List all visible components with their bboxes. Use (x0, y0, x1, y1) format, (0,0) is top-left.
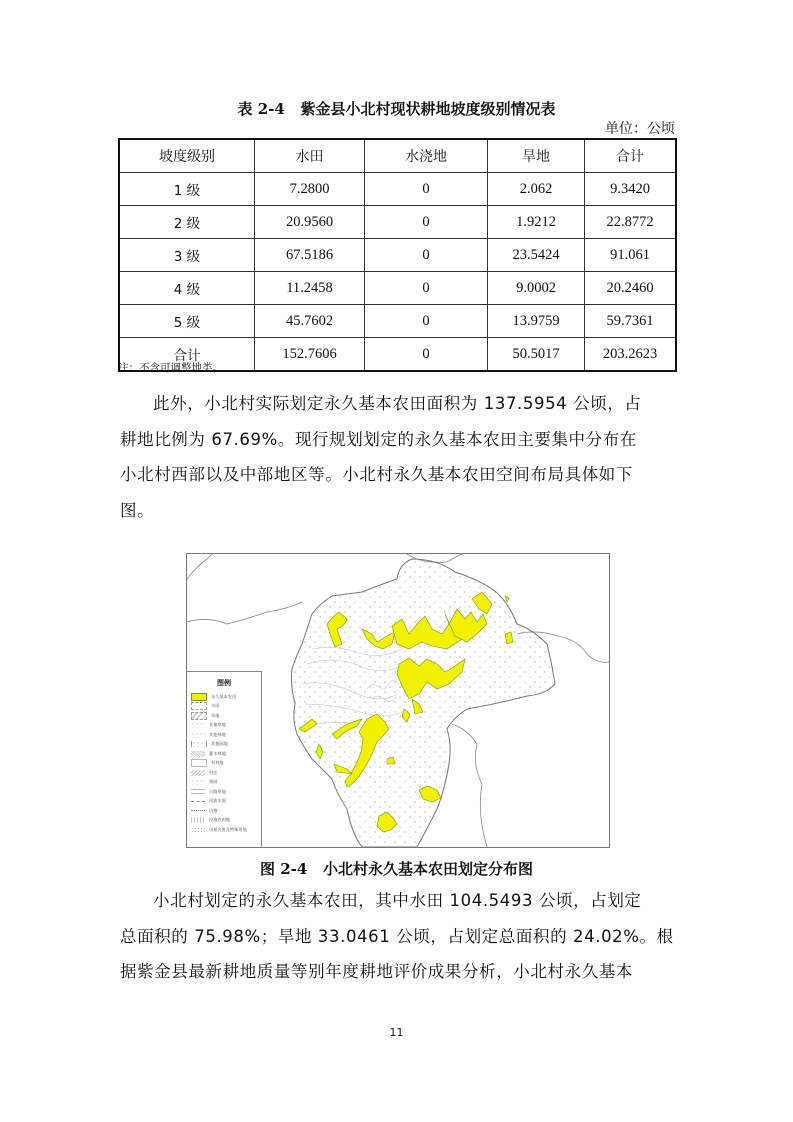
cell-irrigated: 0 (365, 272, 488, 305)
paragraph-line: 耕地比例为 67.69%。现行规划划定的永久基本农田主要集中分布在 (120, 429, 637, 449)
table-header-row (119, 139, 676, 173)
dash-hatch-swatch-icon (191, 702, 207, 710)
neighbor-boundary (187, 554, 212, 579)
legend-label: 设施农用地 (209, 817, 230, 823)
yellow-fill-swatch-icon (191, 693, 207, 701)
cell-paddy: 7.2800 (255, 173, 365, 206)
legend-item (187, 806, 261, 816)
legend-item (187, 797, 261, 807)
cell-dryland: 1.9212 (488, 206, 585, 239)
cell-slope-level: 2 级 (119, 206, 255, 239)
legend-label: 公路用地 (209, 788, 226, 794)
header-dryland: 旱地 (488, 139, 585, 173)
legend-item (187, 740, 261, 750)
cell-paddy: 11.2458 (255, 272, 365, 305)
bracket-dots-swatch-icon (191, 741, 207, 747)
legend-item (187, 702, 261, 712)
cell-irrigated: 0 (365, 338, 488, 372)
legend-label: 河流水面 (209, 798, 226, 804)
cell-irrigated: 0 (365, 305, 488, 338)
figure-caption-number: 图 2-4 (259, 860, 308, 878)
legend-item (187, 730, 261, 740)
vertical-dots-swatch-icon (191, 817, 205, 823)
legend-label: 坑塘 (209, 807, 218, 813)
table-note: 注：不含可调整地类。 (118, 362, 223, 374)
table-row (119, 305, 676, 338)
legend-title: 图例 (217, 679, 231, 687)
legend-item (187, 749, 261, 759)
table-row (119, 206, 676, 239)
table-row (119, 239, 676, 272)
legend-item (187, 825, 261, 835)
grid-dots-swatch-icon (191, 827, 205, 833)
cell-total: 91.061 (585, 239, 677, 272)
neighbor-boundary (187, 602, 302, 624)
table-caption-title: 紫金县小北村现状耕地坡度级别情况表 (300, 100, 556, 118)
cell-slope-level: 3 级 (119, 239, 255, 272)
cell-total: 59.7361 (585, 305, 677, 338)
figure-caption (0, 858, 793, 879)
paragraph-farmland-area (120, 386, 680, 528)
legend-label: 旱地 (211, 712, 220, 718)
paragraph-line: 据紫金县最新耕地质量等别年度耕地评价成果分析，小北村永久基本 (120, 962, 633, 981)
village-boundary (291, 559, 555, 847)
legend-label: 永久基本农田 (211, 693, 237, 699)
cell-slope-level: 4 级 (119, 272, 255, 305)
diagonal-lines-swatch-icon (191, 770, 205, 776)
legend-item (187, 787, 261, 797)
table-row (119, 272, 676, 305)
neighbor-boundary (452, 724, 487, 847)
box-dot-swatch-icon (191, 759, 207, 767)
paragraph-line: 总面积的 75.98%；旱地 33.0461 公顷，占划定总面积的 24.02%。根 (120, 926, 674, 946)
table-row (119, 173, 676, 206)
paragraph-farmland-composition (120, 883, 680, 990)
legend-label: 其他园地 (211, 741, 228, 747)
paragraph-line: 图。 (120, 500, 155, 520)
header-irrigated: 水浇地 (365, 139, 488, 173)
dots-swatch-icon (191, 732, 205, 738)
dots-row-swatch-icon (191, 810, 205, 811)
double-line-swatch-icon (191, 789, 205, 794)
legend-item (187, 768, 261, 778)
legend-item (187, 721, 261, 731)
cell-dryland: 9.0002 (488, 272, 585, 305)
paragraph-line: 小北村划定的永久基本农田，其中水田 104.5493 公顷，占划定 (153, 891, 642, 910)
cell-irrigated: 0 (365, 173, 488, 206)
paragraph-line: 小北村西部以及中部地区等。小北村永久基本农田空间布局具体如下 (120, 465, 633, 484)
farmland-patch (505, 596, 509, 602)
dots-swatch-icon (191, 722, 205, 728)
header-total: 合计 (585, 139, 677, 173)
cell-irrigated: 0 (365, 206, 488, 239)
cell-total: 22.8772 (585, 206, 677, 239)
cell-dryland: 50.5017 (488, 338, 585, 372)
legend-label: 灌木林地 (209, 750, 226, 756)
legend-item (187, 711, 261, 721)
dash-dot-swatch-icon (191, 801, 205, 802)
table-unit: 单位：公顷 (605, 121, 675, 137)
cross-hatch-swatch-icon (191, 751, 205, 757)
legend-item (187, 759, 261, 769)
cell-dryland: 23.5424 (488, 239, 585, 272)
cell-paddy: 45.7602 (255, 305, 365, 338)
legend-label: 风景名胜及特殊用地 (209, 826, 247, 832)
cell-slope-level: 1 级 (119, 173, 255, 206)
legend-label: 其他林地 (209, 731, 226, 737)
table-caption-number: 表 2-4 (237, 100, 285, 118)
legend-item (187, 692, 261, 702)
figure-caption-title: 小北村永久基本农田划定分布图 (322, 860, 533, 878)
map-legend (187, 671, 262, 848)
legend-item (187, 778, 261, 788)
cell-irrigated: 0 (365, 239, 488, 272)
header-paddy: 水田 (255, 139, 365, 173)
dots-swatch-icon (191, 779, 205, 785)
cell-paddy: 67.5186 (255, 239, 365, 272)
cell-paddy: 152.7606 (255, 338, 365, 372)
cell-slope-level: 合计 (119, 338, 255, 372)
cell-total: 203.2623 (585, 338, 677, 372)
legend-label: 水田 (211, 703, 220, 709)
paragraph-line: 此外，小北村实际划定永久基本农田面积为 137.5954 公顷，占 (153, 394, 642, 413)
cell-paddy: 20.9560 (255, 206, 365, 239)
legend-label: 其他草地 (209, 722, 226, 728)
cell-dryland: 13.9759 (488, 305, 585, 338)
header-slope-level: 坡度级别 (119, 139, 255, 173)
legend-item (187, 816, 261, 826)
legend-label: 村庄 (209, 769, 218, 775)
slash-hatch-swatch-icon (191, 712, 207, 720)
legend-label: 有林地 (211, 760, 224, 766)
cell-slope-level: 5 级 (119, 305, 255, 338)
legend-label: 果园 (209, 779, 218, 785)
page-number: 11 (389, 1026, 404, 1039)
table-caption (0, 98, 793, 119)
cell-total: 20.2460 (585, 272, 677, 305)
farmland-distribution-map (186, 553, 610, 848)
cell-total: 9.3420 (585, 173, 677, 206)
cell-dryland: 2.062 (488, 173, 585, 206)
slope-level-table (118, 138, 677, 372)
